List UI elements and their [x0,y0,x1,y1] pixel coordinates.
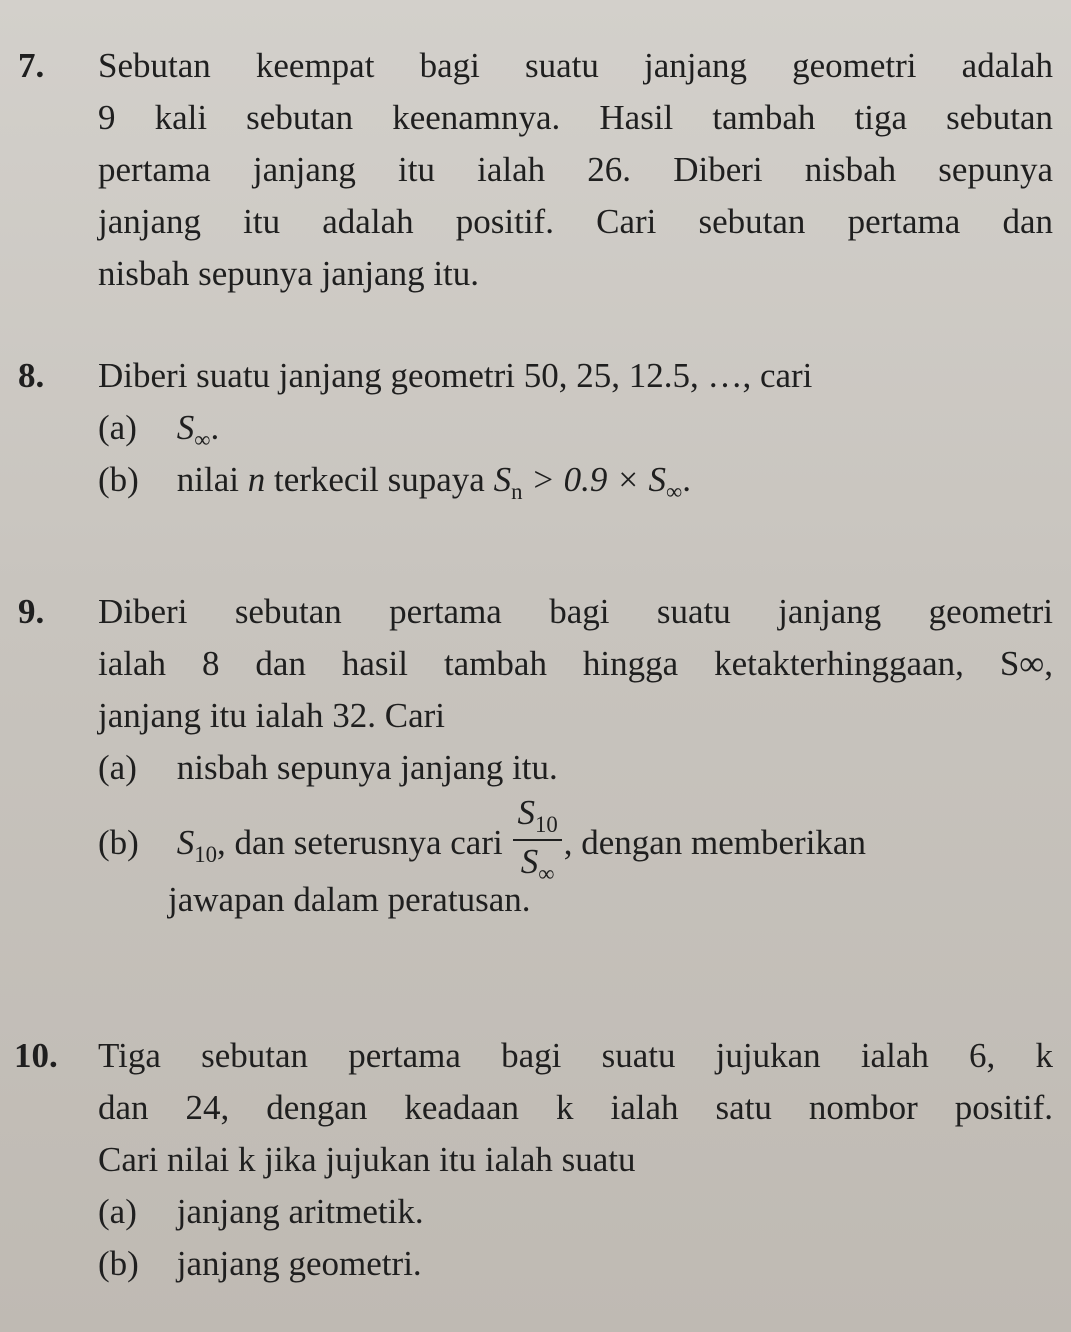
part-text: nilai [176,460,248,499]
math-var: S [520,841,539,881]
text-line: janjang itu ialah 32. Cari [98,696,445,735]
part-a [98,1192,1053,1244]
math-subscript: 10 [194,841,217,867]
question-number: 7. [18,46,45,85]
text-line: 9 kali sebutan keenamnya. Hasil tambah tiga sebutan [98,98,1053,137]
text-line: pertama janjang itu ialah 26. Diberi nisbah sepunya [98,150,1053,189]
part-label: (a) [98,408,137,447]
math-var: n [247,460,266,499]
math-expr: > 0.9 × S [522,460,666,499]
fraction [513,794,561,886]
part-label: (b) [98,1244,139,1283]
part-b [98,1244,1053,1296]
text-line: dan 24, dengan keadaan k ialah satu nombor positif. [98,1088,1053,1127]
fraction-denominator [513,841,561,886]
math-var: S [176,408,195,447]
math-subscript: ∞ [665,478,683,504]
part-text: , dan seterusnya cari [217,823,512,862]
part-b [98,460,1053,512]
question-number: 9. [18,592,45,631]
part-label: (a) [98,748,137,787]
question-text [98,592,1053,932]
text-line: Cari nilai k jika jujukan itu ialah suatu [98,1140,636,1179]
question-text [98,1036,1053,1296]
math-subscript: ∞ [538,860,555,886]
part-b-continuation [98,880,1053,932]
part-a [98,408,1053,460]
part-text: janjang geometri. [176,1244,422,1283]
question-text [98,46,1053,306]
part-b [98,793,1053,886]
math-var: S [517,793,535,832]
text-line: Diberi sebutan pertama bagi suatu janjang geometri [98,592,1053,631]
question-number: 10. [14,1036,58,1075]
math-var: S [176,823,195,862]
text-line: ialah 8 dan hasil tambah hingga ketakterhinggaan, S∞, [98,644,1053,683]
text-line: Diberi suatu janjang geometri 50, 25, 12.5, …, cari [98,356,813,395]
part-a [98,748,1053,800]
text-line: janjang itu adalah positif. Cari sebutan pertama dan [98,202,1053,241]
question-number: 8. [18,356,45,395]
part-label: (b) [98,460,139,499]
part-text: terkecil supaya [265,460,494,499]
punct: . [682,460,691,499]
fraction-numerator [513,794,561,841]
part-label: (a) [98,1192,137,1231]
text-line: nisbah sepunya janjang itu. [98,254,480,293]
part-label: (b) [98,823,139,862]
math-subscript: n [511,478,523,504]
math-var: S [493,460,512,499]
question-text [98,356,1053,512]
part-text: jawapan dalam peratusan. [168,880,531,919]
math-subscript: ∞ [194,426,211,452]
math-subscript: 10 [534,811,558,837]
text-line: Tiga sebutan pertama bagi suatu jujukan ialah 6, k [98,1036,1053,1075]
part-text: , dengan memberikan [563,823,866,862]
part-text: nisbah sepunya janjang itu. [176,748,558,787]
part-text: janjang aritmetik. [176,1192,424,1231]
text-line: Sebutan keempat bagi suatu janjang geometri adalah [98,46,1053,85]
punct: . [210,408,220,447]
